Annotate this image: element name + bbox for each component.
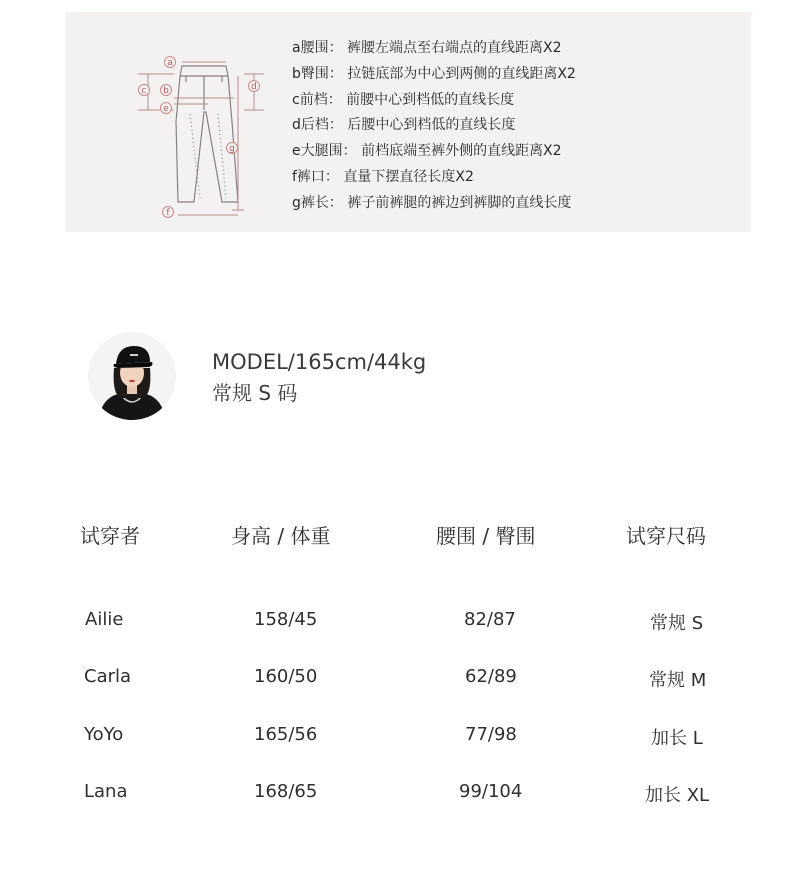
legend-item-length: g裤长： 裤子前裤腿的裤边到裤脚的直线长度 xyxy=(292,194,572,211)
model-stats: MODEL/165cm/44kg xyxy=(212,350,427,374)
cell-wearer: Carla xyxy=(84,666,132,687)
model-info xyxy=(212,348,426,410)
cell-wearer: Ailie xyxy=(85,609,124,630)
model-card xyxy=(88,332,488,424)
legend-item-thigh: e大腿围： 前档底端至裤外侧的直线距离X2 xyxy=(292,143,562,160)
cell-waist-hip: 62/89 xyxy=(465,666,517,687)
cell-height-weight: 165/56 xyxy=(254,724,318,745)
legend-item-back-rise: d后档： 后腰中心到档低的直线长度 xyxy=(292,117,516,134)
cell-size: 加长 L xyxy=(651,728,703,749)
model-size: 常规 S 码 xyxy=(212,381,298,405)
legend-item-front-rise: c前档： 前腰中心到档低的直线长度 xyxy=(292,91,515,108)
cell-size: 常规 M xyxy=(649,670,707,691)
cell-height-weight: 160/50 xyxy=(254,666,318,687)
cell-waist-hip: 77/98 xyxy=(465,724,517,745)
header-size: 试穿尺码 xyxy=(626,524,706,548)
model-avatar xyxy=(88,332,176,420)
legend-item-waist: a腰围： 裤腰左端点至右端点的直线距离X2 xyxy=(292,40,562,56)
cell-wearer: YoYo xyxy=(84,724,124,745)
marker-b: b xyxy=(163,86,169,96)
cell-waist-hip: 82/87 xyxy=(464,609,516,630)
header-wearer: 试穿者 xyxy=(80,524,140,548)
cell-height-weight: 158/45 xyxy=(254,609,318,630)
model-avatar-image xyxy=(88,332,176,420)
measurement-legend xyxy=(292,36,576,217)
marker-g: g xyxy=(229,144,235,154)
pants-diagram xyxy=(134,52,274,222)
marker-c: c xyxy=(141,86,147,96)
cell-waist-hip: 99/104 xyxy=(459,781,523,802)
marker-f: f xyxy=(166,208,170,218)
measurement-guide-panel xyxy=(66,12,751,232)
legend-item-hip: b臀围： 拉链底部为中心到两侧的直线距离X2 xyxy=(292,65,576,82)
marker-e: e xyxy=(163,104,169,114)
marker-a: a xyxy=(167,58,173,68)
cell-size: 常规 S xyxy=(650,613,704,634)
cell-wearer: Lana xyxy=(84,781,128,802)
cell-size: 加长 XL xyxy=(645,785,710,806)
header-waist-hip: 腰围 / 臀围 xyxy=(436,524,536,548)
legend-item-hem: f裤口： 直量下摆直径长度X2 xyxy=(292,168,474,185)
cell-height-weight: 168/65 xyxy=(254,781,318,802)
marker-d: d xyxy=(251,82,257,92)
header-height-weight: 身高 / 体重 xyxy=(231,524,331,548)
